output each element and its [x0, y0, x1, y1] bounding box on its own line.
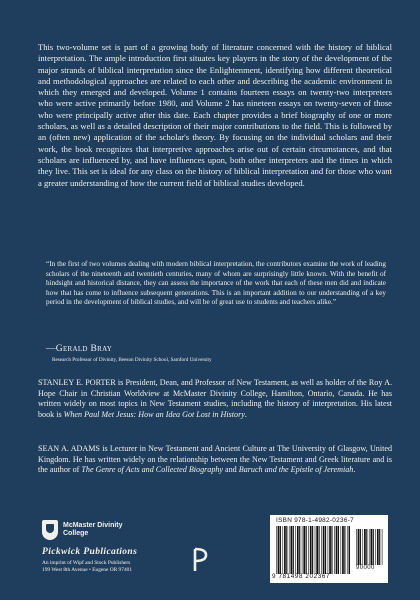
barcode-bar — [297, 526, 299, 574]
barcode-bar — [362, 529, 363, 565]
mcmaster-logo — [42, 520, 142, 542]
barcode-bar — [323, 526, 325, 574]
barcode-ean — [276, 526, 350, 574]
barcode-bar — [286, 526, 287, 574]
barcode-bar — [276, 526, 277, 574]
barcode-bar — [344, 526, 345, 574]
isbn-label: ISBN 978-1-4982-0236-7 — [276, 517, 355, 524]
barcode-bar — [293, 526, 294, 574]
barcode-bar — [291, 526, 293, 574]
barcode-addon-digits: 90000 — [356, 565, 375, 571]
pickwick-logo-icon — [192, 547, 208, 573]
barcode-bar — [369, 529, 370, 565]
barcode-bar — [382, 529, 383, 565]
barcode-bar — [356, 529, 357, 565]
barcode-bar — [289, 526, 290, 574]
barcode-bar — [334, 526, 335, 574]
bio-porter-end: . — [244, 409, 247, 419]
barcode-bar — [303, 526, 305, 574]
bio-porter-book-title: When Paul Met Jesus: How an Idea Got Lost in History — [63, 409, 245, 419]
barcode-bar — [280, 526, 281, 574]
bio-adams-end: . — [353, 465, 356, 475]
bio-adams-book-title-2: Baruch and the Epistle of Jeremiah — [238, 465, 354, 475]
barcode-bar — [336, 526, 338, 574]
barcode-bar — [319, 526, 320, 574]
barcode-bar — [299, 526, 300, 574]
barcode-bar — [341, 526, 342, 574]
bio-adams-text: SEAN A. ADAMS is Lecturer in New Testament and Ancient Culture at The University of Glasgow, United Kingdom. He has written widely on the relationship between the New Testament and Greek literature and is the author of — [38, 444, 392, 475]
publisher-address: 199 West 8th Avenue • Eugene OR 97401 — [42, 567, 133, 573]
mcmaster-logo-text: McMaster Divinity College — [63, 522, 123, 537]
barcode-bar — [364, 529, 366, 565]
bio-adams-mid: and — [223, 465, 239, 475]
publisher-imprint: An imprint of Wipf and Stock Publishers — [42, 560, 131, 566]
barcode-bar — [358, 529, 360, 565]
barcode-box — [270, 515, 388, 583]
barcode-bar — [373, 529, 374, 565]
author-bio-adams — [38, 444, 392, 476]
barcode-bar — [312, 526, 313, 574]
barcode-bar — [360, 529, 361, 565]
barcode-bar — [338, 526, 339, 574]
barcode-addon — [356, 529, 384, 565]
endorser-title: Research Professor of Divinity, Beeson Divinity School, Samford University — [52, 357, 212, 363]
barcode-bar — [284, 526, 286, 574]
barcode-bar — [347, 526, 348, 574]
barcode-bar — [375, 529, 376, 565]
author-bio-porter — [38, 378, 392, 420]
barcode-bar — [328, 526, 329, 574]
book-description: This two-volume set is part of a growing body of literature concerned with the history of biblical interpretation. The ample introduction first situates key players in the story of the development of the major strands of biblical interpretation since the Enlightenment, identifying how different theoretical and methodological approaches are related to each other and describing the academic environment in which they emerged and developed. Volume 1 contains fourteen essays on twenty-two interpreters who were active primarily before 1980, and Volume 2 has nineteen essays on twenty-seven of those who were principally active after this date. Each chapter provides a brief biography of one or more scholars, as well as a detailed description of their major contributions to the field. This is followed by an (often new) application of the scholar's theory. By focusing on the individual scholars and their work, the book recognizes that interpretive approaches arise out of certain circumstances, and that scholars are influenced by, and have influences upon, both other interpreters and the times in which they live. This set is ideal for any class on the history of biblical interpretation and for those who want a greater understanding of how the current field of biblical studies developed. — [38, 42, 392, 188]
barcode-bar — [310, 526, 312, 574]
barcode-bar — [306, 526, 307, 574]
barcode-bar — [366, 529, 367, 565]
barcode-bar — [315, 526, 316, 574]
barcode-bar — [316, 526, 318, 574]
barcode-bar — [379, 529, 380, 565]
shield-icon — [42, 520, 58, 540]
bio-adams-book-title-1: The Genre of Acts and Collected Biography — [81, 465, 224, 475]
barcode-bar — [325, 526, 326, 574]
barcode-bar — [321, 526, 322, 574]
barcode-bar — [278, 526, 280, 574]
bio-porter-text: STANLEY E. PORTER is President, Dean, and Professor of New Testament, as well as holder of the Roy A. Hope Chair in Christian Worldview at McMaster Divinity College, Hamilton, Ontario, Canada. He has written widely on most topics in New Testament studies, including the history of interpretation. His latest book is — [38, 378, 392, 419]
endorsement-quote: “In the first of two volumes dealing with modern biblical interpretation, the contributors examine the work of leading scholars of the nineteenth and twentieth centuries, many of whom are surprisingly little known. With the benefit of hindsight and historical distance, they can assess the importance of the work that each of these men did and indicate how that has come to influence subsequent generations. This is an important addition to our understanding of a key period in the development of biblical studies, and will be of great use to students and teachers alike.” — [46, 260, 386, 306]
barcode-bar — [349, 526, 350, 574]
barcode-bar — [308, 526, 309, 574]
barcode-bar — [329, 526, 331, 574]
barcode-bar — [342, 526, 344, 574]
endorser-name: —Gerald Bray — [46, 344, 113, 354]
barcode-bar — [377, 529, 379, 565]
barcode-digits: 9 781498 202367 — [272, 573, 331, 580]
barcode-bar — [302, 526, 303, 574]
barcode-bar — [295, 526, 296, 574]
barcode-bar — [282, 526, 283, 574]
barcode-bar — [371, 529, 373, 565]
barcode-bar — [331, 526, 332, 574]
publisher-name: Pickwick Publications — [42, 547, 138, 557]
